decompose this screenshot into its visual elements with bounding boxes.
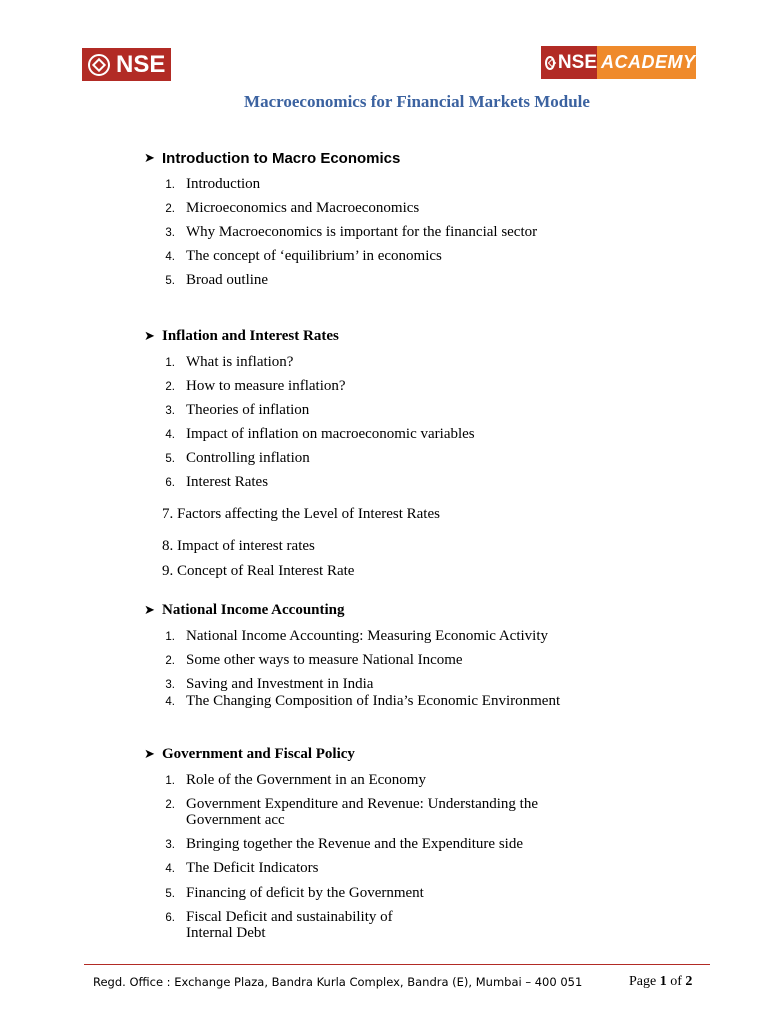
page-of: of xyxy=(670,974,682,989)
page-prefix: Page xyxy=(629,974,657,989)
list-number: 5. xyxy=(165,888,175,900)
list-number: 5. xyxy=(165,453,175,465)
arrowhead-bullet-icon: ➤ xyxy=(144,747,155,762)
list-item-text: What is inflation? xyxy=(186,354,294,370)
section-heading-inflation xyxy=(144,328,339,345)
section-heading-label: Government and Fiscal Policy xyxy=(162,746,355,762)
list-item-text: Theories of inflation xyxy=(186,402,310,418)
list-item-text: Introduction xyxy=(186,176,261,192)
list-number: 3. xyxy=(165,839,175,851)
nse-academy-logo xyxy=(541,46,696,79)
list-number: 2. xyxy=(165,381,175,393)
academy-emblem-icon xyxy=(545,56,555,70)
list-item-text: The concept of ‘equilibrium’ in economics xyxy=(186,248,442,264)
arrowhead-bullet-icon: ➤ xyxy=(144,151,155,166)
arrowhead-bullet-icon: ➤ xyxy=(144,603,155,618)
list-number: 2. xyxy=(165,203,175,215)
list-number: 4. xyxy=(165,429,175,441)
list-item-text: Financing of deficit by the Government xyxy=(186,885,424,901)
arrowhead-bullet-icon: ➤ xyxy=(144,329,155,344)
nse-logo xyxy=(82,48,171,81)
list-number: 1. xyxy=(165,631,175,643)
list-item-text: Interest Rates xyxy=(186,474,269,490)
nse-logo-text: NSE xyxy=(116,50,166,78)
list-item-text: Bringing together the Revenue and the Expenditure side xyxy=(186,836,523,852)
page-number: 1 xyxy=(659,974,667,989)
list-item-text: The Deficit Indicators xyxy=(186,860,319,876)
list-number: 6. xyxy=(165,477,175,489)
list-number: 3. xyxy=(165,227,175,239)
list-number: 3. xyxy=(165,679,175,691)
list-number: 4. xyxy=(165,863,175,875)
list-item-text: Government Expenditure and Revenue: Understanding the xyxy=(186,796,538,812)
list-item-text: Impact of inflation on macroeconomic variables xyxy=(186,426,475,442)
list-item-text: The Changing Composition of India’s Economic Environment xyxy=(186,693,561,709)
list-item-text: Broad outline xyxy=(186,272,269,288)
section-heading-label: Introduction to Macro Economics xyxy=(162,150,401,167)
list-number: 1. xyxy=(165,357,175,369)
academy-logo-nse-text: NSE xyxy=(557,51,597,73)
list-item-text: Fiscal Deficit and sustainability of xyxy=(186,909,393,925)
list-item-text: Some other ways to measure National Income xyxy=(186,652,463,668)
list-item-text: Government acc xyxy=(186,812,285,828)
document-title: Macroeconomics for Financial Markets Module xyxy=(244,92,590,111)
list-item-text: How to measure inflation? xyxy=(186,378,346,394)
list-number: 3. xyxy=(165,405,175,417)
list-number: 1. xyxy=(165,775,175,787)
list-number: 4. xyxy=(165,251,175,263)
academy-logo-left xyxy=(541,46,597,79)
section-heading-national-income xyxy=(144,602,345,619)
list-item-plain: 7. Factors affecting the Level of Interest Rates xyxy=(162,506,440,522)
nse-emblem-icon xyxy=(88,54,110,76)
list-number: 2. xyxy=(165,799,175,811)
list-number: 5. xyxy=(165,275,175,287)
list-item-text: Why Macroeconomics is important for the financial sector xyxy=(186,224,538,240)
registered-office-address: Regd. Office : Exchange Plaza, Bandra Kurla Complex, Bandra (E), Mumbai – 400 051 xyxy=(93,975,583,989)
list-item-plain: 9. Concept of Real Interest Rate xyxy=(162,563,355,579)
list-number: 4. xyxy=(165,696,175,708)
footer-divider xyxy=(84,964,710,965)
section-heading-fiscal-policy xyxy=(144,746,355,763)
list-number: 6. xyxy=(165,912,175,924)
list-item-text: Internal Debt xyxy=(186,925,266,941)
list-item-text: Microeconomics and Macroeconomics xyxy=(186,200,420,216)
section-heading-intro xyxy=(144,150,400,167)
list-number: 1. xyxy=(165,179,175,191)
academy-logo-academy-text: ACADEMY xyxy=(601,52,696,72)
list-item-text: National Income Accounting: Measuring Economic Activity xyxy=(186,628,548,644)
list-item-plain: 8. Impact of interest rates xyxy=(162,538,315,554)
page-indicator xyxy=(629,974,692,990)
section-heading-label: National Income Accounting xyxy=(162,602,345,618)
list-number: 2. xyxy=(165,655,175,667)
list-item-text: Role of the Government in an Economy xyxy=(186,772,426,788)
page-total: 2 xyxy=(685,974,693,989)
list-item-text: Saving and Investment in India xyxy=(186,676,374,692)
academy-logo-right xyxy=(597,46,696,79)
section-heading-label: Inflation and Interest Rates xyxy=(162,328,339,344)
list-item-text: Controlling inflation xyxy=(186,450,310,466)
